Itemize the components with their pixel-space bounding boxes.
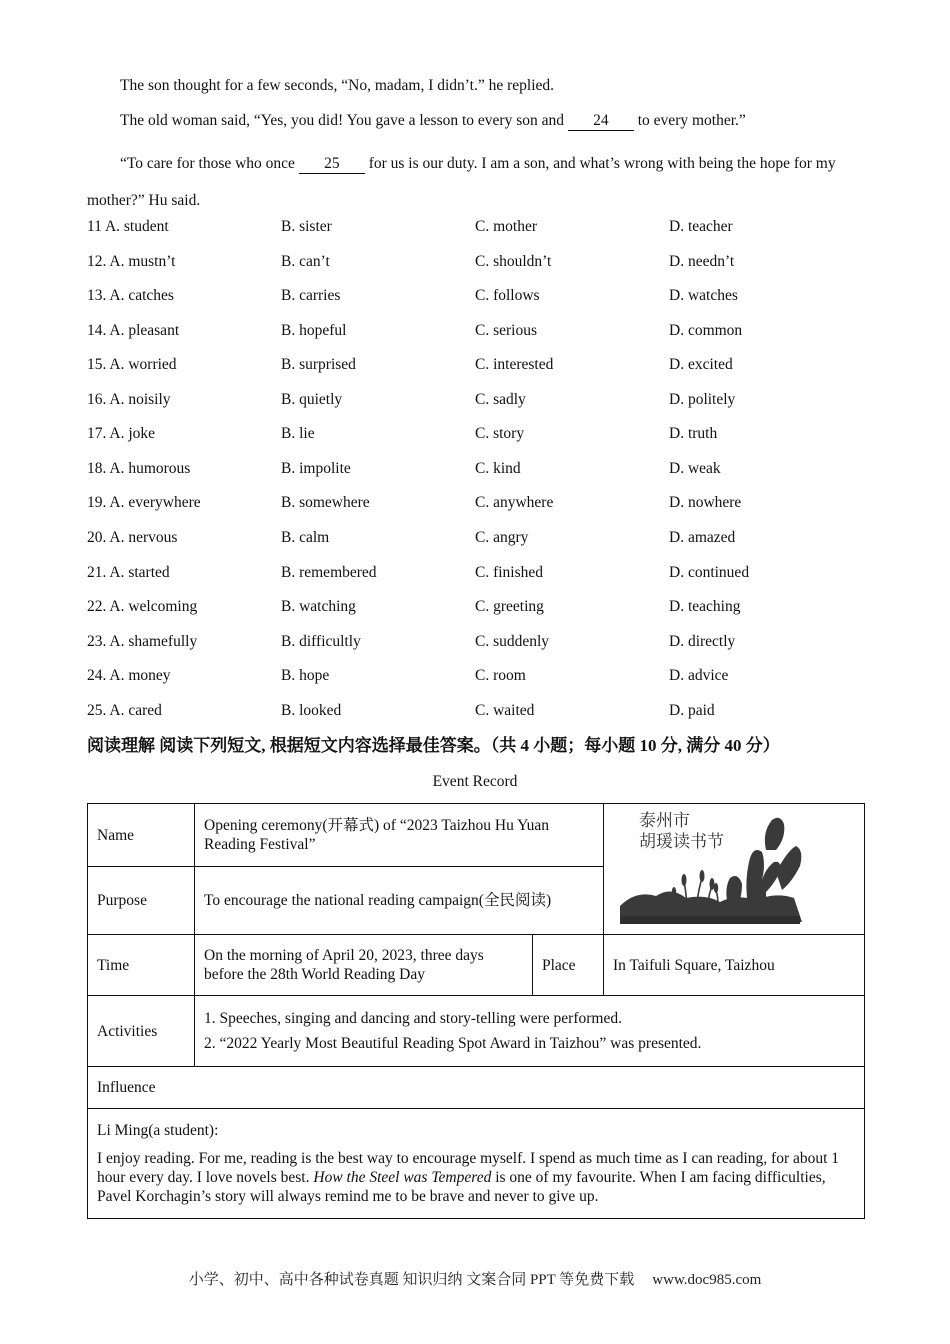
option-d: D. needn’t — [669, 253, 735, 270]
option-c: C. anywhere — [475, 494, 554, 511]
option-b: B. can’t — [281, 253, 330, 270]
option-a: 23. A. shamefully — [87, 633, 198, 650]
option-d: D. continued — [669, 564, 750, 581]
name-value: Opening ceremony(开幕式) of “2023 Taizhou Hu Yuan Reading Festival” — [195, 804, 604, 867]
option-b: B. difficultly — [281, 633, 361, 650]
section-title: 阅读理解 阅读下列短文, 根据短文内容选择最佳答案。（共 4 小题；每小题 10 分, 满分 40 分） — [87, 736, 780, 755]
option-a: 22. A. welcoming — [87, 598, 198, 615]
option-a: 12. A. mustn’t — [87, 253, 176, 270]
option-row — [87, 321, 867, 341]
option-b: B. lie — [281, 425, 315, 442]
option-row — [87, 390, 867, 410]
option-a: 11 A. student — [87, 218, 169, 235]
option-d: D. teacher — [669, 218, 733, 235]
option-c: C. waited — [475, 702, 535, 719]
event-record-table — [87, 803, 865, 1219]
option-d: D. amazed — [669, 529, 736, 546]
place-label: Place — [533, 935, 604, 996]
option-b: B. hopeful — [281, 322, 347, 339]
activity-item: 2. “2022 Yearly Most Beautiful Reading Spot Award in Taizhou” was presented. — [204, 1035, 702, 1052]
footer-url[interactable]: www.doc985.com — [652, 1272, 762, 1288]
review-text-part: I enjoy reading. For me, reading is the best way to encourage myself. I spend as much time as I can reading, for about 1 hour every day. I love novels best. — [97, 1150, 840, 1186]
passage-text: The old woman said, “Yes, you did! You gave a lesson to every son and — [120, 112, 568, 129]
row-review — [88, 1109, 865, 1219]
option-b: B. calm — [281, 529, 330, 546]
passage-text: “To care for those who once — [120, 155, 299, 172]
option-d: D. nowhere — [669, 494, 742, 511]
review-cell — [88, 1109, 865, 1219]
passage-line-2 — [87, 111, 857, 131]
book-title: How the Steel was Tempered — [313, 1169, 492, 1186]
influence-label: Influence — [88, 1067, 865, 1109]
passage-line-1: The son thought for a few seconds, “No, madam, I didn’t.” he replied. — [120, 77, 555, 94]
option-row — [87, 459, 867, 479]
option-b: B. quietly — [281, 391, 343, 408]
passage-text: for us is our duty. I am a son, and what’s wrong with being the hope for my mother?” Hu said. — [87, 155, 836, 209]
option-d: D. watches — [669, 287, 738, 304]
footer-text: 小学、初中、高中各种试卷真题 知识归纳 文案合同 PPT 等免费下载 — [188, 1272, 635, 1288]
option-b: B. impolite — [281, 460, 351, 477]
option-a: 14. A. pleasant — [87, 322, 180, 339]
option-d: D. directly — [669, 633, 736, 650]
option-a: 25. A. cared — [87, 702, 162, 719]
row-influence — [88, 1067, 865, 1109]
option-c: C. mother — [475, 218, 537, 235]
purpose-label: Purpose — [88, 867, 195, 935]
option-row — [87, 424, 867, 444]
option-b: B. surprised — [281, 356, 356, 373]
option-a: 15. A. worried — [87, 356, 177, 373]
option-c: C. suddenly — [475, 633, 550, 650]
option-c: C. follows — [475, 287, 540, 304]
row-activities — [88, 996, 865, 1067]
option-c: C. sadly — [475, 391, 526, 408]
time-value: On the morning of April 20, 2023, three days before the 28th World Reading Day — [195, 935, 533, 996]
option-row — [87, 355, 867, 375]
place-value: In Taifuli Square, Taizhou — [604, 935, 865, 996]
option-c: C. shouldn’t — [475, 253, 552, 270]
option-d: D. common — [669, 322, 743, 339]
option-d: D. excited — [669, 356, 733, 373]
option-a: 17. A. joke — [87, 425, 156, 442]
option-c: C. greeting — [475, 598, 544, 615]
option-b: B. somewhere — [281, 494, 370, 511]
option-c: C. interested — [475, 356, 554, 373]
option-row — [87, 252, 867, 272]
option-row — [87, 528, 867, 548]
name-label: Name — [88, 804, 195, 867]
logo-text-festival: 胡瑗读书节 — [639, 832, 724, 851]
time-label: Time — [88, 935, 195, 996]
option-row — [87, 597, 867, 617]
page-footer — [0, 1270, 950, 1290]
option-b: B. sister — [281, 218, 332, 235]
logo-text — [639, 810, 724, 852]
review-text — [97, 1149, 855, 1206]
option-d: D. paid — [669, 702, 715, 719]
option-b: B. watching — [281, 598, 356, 615]
option-c: C. angry — [475, 529, 529, 546]
purpose-value: To encourage the national reading campaign(全民阅读) — [195, 867, 604, 935]
option-a: 24. A. money — [87, 667, 171, 684]
option-b: B. looked — [281, 702, 342, 719]
option-d: D. politely — [669, 391, 736, 408]
option-a: 19. A. everywhere — [87, 494, 201, 511]
option-d: D. advice — [669, 667, 729, 684]
option-row — [87, 493, 867, 513]
option-b: B. carries — [281, 287, 341, 304]
option-row — [87, 701, 867, 721]
activities-value — [195, 996, 865, 1067]
review-text-part: is one of my favourite. When I am facing difficulties, Pavel Korchagin’s story will always remind me to be brave and never to give up. — [97, 1169, 826, 1205]
logo-graphic — [604, 804, 864, 934]
row-time — [88, 935, 865, 996]
blank-25: 25 — [299, 155, 365, 174]
option-b: B. remembered — [281, 564, 377, 581]
festival-logo — [604, 804, 865, 935]
passage-line-3 — [87, 145, 857, 219]
option-d: D. truth — [669, 425, 718, 442]
option-c: C. story — [475, 425, 525, 442]
option-a: 13. A. catches — [87, 287, 174, 304]
option-a: 20. A. nervous — [87, 529, 178, 546]
passage-text: to every mother.” — [633, 112, 746, 129]
option-b: B. hope — [281, 667, 330, 684]
option-a: 16. A. noisily — [87, 391, 171, 408]
option-d: D. teaching — [669, 598, 741, 615]
option-row — [87, 217, 867, 237]
logo-text-city: 泰州市 — [639, 811, 690, 830]
review-author: Li Ming(a student): — [97, 1122, 219, 1139]
option-d: D. weak — [669, 460, 721, 477]
blank-24: 24 — [568, 112, 634, 131]
option-c: C. kind — [475, 460, 521, 477]
row-name — [88, 804, 865, 867]
option-c: C. finished — [475, 564, 544, 581]
option-row — [87, 666, 867, 686]
option-row — [87, 563, 867, 583]
activities-label: Activities — [88, 996, 195, 1067]
option-row — [87, 632, 867, 652]
option-a: 21. A. started — [87, 564, 170, 581]
option-c: C. serious — [475, 322, 537, 339]
table-caption: Event Record — [432, 773, 518, 790]
option-a: 18. A. humorous — [87, 460, 191, 477]
activity-item: 1. Speeches, singing and dancing and story-telling were performed. — [204, 1010, 622, 1027]
option-row — [87, 286, 867, 306]
option-c: C. room — [475, 667, 526, 684]
